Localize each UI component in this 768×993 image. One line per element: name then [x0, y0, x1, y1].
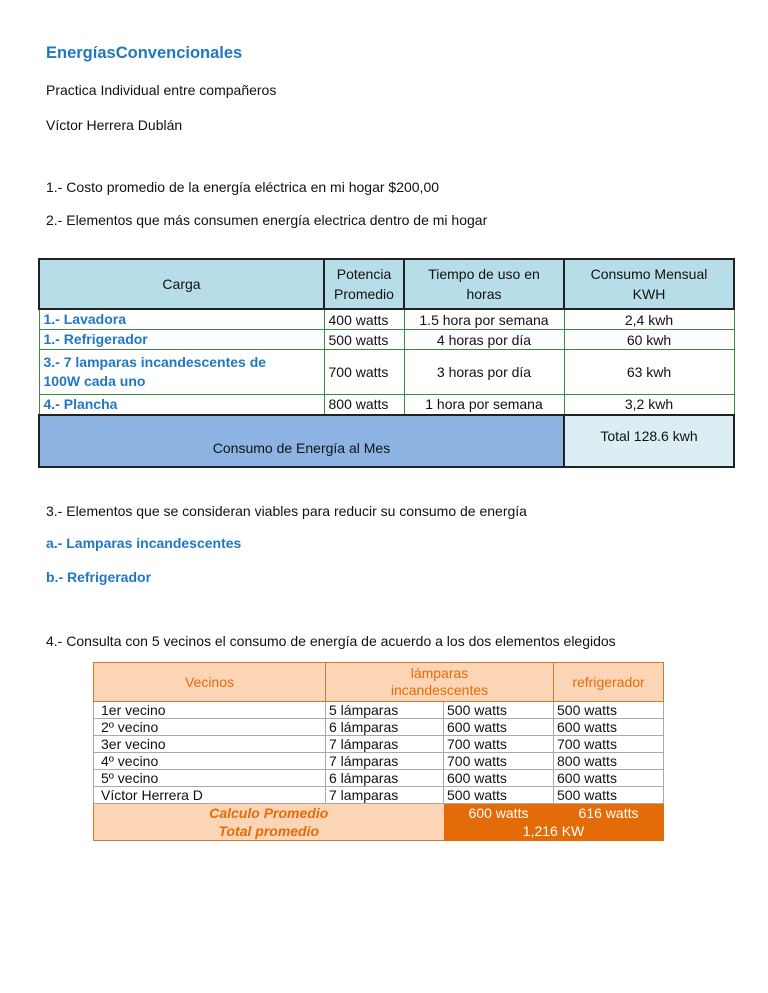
cell-lamparas: 6 lámparas: [326, 719, 444, 736]
header-consumo-line1: Consumo Mensual: [590, 266, 708, 283]
header-lamparas-line1: lámparas: [410, 665, 469, 681]
total-value: Total 128.6 kwh: [564, 415, 734, 467]
row-tiempo: 1.5 hora por semana: [404, 309, 564, 330]
total-average-label: Total promedio: [94, 822, 444, 841]
total-average-value: 1,216 KW: [444, 822, 664, 841]
row-potencia: 400 watts: [324, 309, 404, 330]
cell-vecino: 1er vecino: [94, 702, 326, 719]
table-header-row: [39, 259, 734, 309]
consumption-table: [38, 258, 735, 468]
cell-vecino: 4º vecino: [94, 753, 326, 770]
cell-watts-lamparas: 700 watts: [444, 753, 554, 770]
question-4: 4.- Consulta con 5 vecinos el consumo de energía de acuerdo a los dos elementos elegidos: [46, 633, 616, 649]
row-item: [39, 350, 324, 394]
total-average-row: [94, 822, 664, 841]
option-b: b.- Refrigerador: [46, 569, 152, 585]
header-potencia-line1: Potencia: [336, 266, 392, 283]
author-name: Víctor Herrera Dublán: [46, 117, 183, 133]
row-item: 4.- Plancha: [39, 394, 324, 415]
page-title: EnergíasConvencionales: [46, 44, 243, 62]
cell-lamparas: 7 lamparas: [326, 787, 444, 804]
cell-watts-lamparas: 600 watts: [444, 770, 554, 787]
cell-vecino: 3er vecino: [94, 736, 326, 753]
table-row: [39, 309, 734, 330]
table-header-row: [94, 663, 664, 702]
cell-lamparas: 5 lámparas: [326, 702, 444, 719]
header-potencia-line2: Promedio: [334, 286, 394, 303]
row-consumo: 3,2 kwh: [564, 394, 734, 415]
header-lamparas-line2: incandescentes: [390, 682, 489, 698]
total-label: Consumo de Energía al Mes: [39, 415, 564, 467]
cell-watts-refrigerador: 500 watts: [554, 702, 664, 719]
cell-watts-refrigerador: 500 watts: [554, 787, 664, 804]
row-item-line2: 100W cada uno: [43, 373, 146, 390]
header-consumo-line2: KWH: [632, 286, 666, 303]
table-row: [94, 736, 664, 753]
table-row: [94, 702, 664, 719]
table-row: [94, 753, 664, 770]
row-potencia: 500 watts: [324, 330, 404, 350]
table-row: [39, 330, 734, 350]
cell-watts-lamparas: 500 watts: [444, 702, 554, 719]
row-potencia: 800 watts: [324, 394, 404, 415]
cell-watts-lamparas: 700 watts: [444, 736, 554, 753]
row-consumo: 63 kwh: [564, 350, 734, 394]
header-tiempo: [404, 259, 564, 309]
average-lamparas: 600 watts: [444, 804, 554, 823]
header-lamparas: [326, 663, 554, 702]
cell-lamparas: 6 lámparas: [326, 770, 444, 787]
header-consumo: [564, 259, 734, 309]
cell-watts-refrigerador: 700 watts: [554, 736, 664, 753]
row-consumo: 60 kwh: [564, 330, 734, 350]
cell-watts-refrigerador: 600 watts: [554, 719, 664, 736]
table-row: [94, 787, 664, 804]
question-2: 2.- Elementos que más consumen energía electrica dentro de mi hogar: [46, 212, 488, 228]
table-row: [94, 770, 664, 787]
header-potencia: [324, 259, 404, 309]
row-consumo: 2,4 kwh: [564, 309, 734, 330]
neighbors-table: [93, 662, 664, 841]
cell-watts-lamparas: 600 watts: [444, 719, 554, 736]
total-row: [39, 415, 734, 467]
cell-watts-refrigerador: 600 watts: [554, 770, 664, 787]
average-refrigerador: 616 watts: [554, 804, 664, 823]
row-tiempo: 3 horas por día: [404, 350, 564, 394]
question-3: 3.- Elementos que se consideran viables para reducir su consumo de energía: [46, 503, 527, 519]
option-a: a.- Lamparas incandescentes: [46, 535, 242, 551]
cell-lamparas: 7 lámparas: [326, 753, 444, 770]
table-row: [39, 394, 734, 415]
average-row: [94, 804, 664, 823]
cell-vecino: 5º vecino: [94, 770, 326, 787]
row-item: 1.- Refrigerador: [39, 330, 324, 350]
average-label: Calculo Promedio: [94, 804, 444, 823]
cell-lamparas: 7 lámparas: [326, 736, 444, 753]
cell-watts-lamparas: 500 watts: [444, 787, 554, 804]
cell-watts-refrigerador: 800 watts: [554, 753, 664, 770]
header-tiempo-line2: horas: [466, 286, 502, 303]
subtitle: Practica Individual entre compañeros: [46, 82, 277, 98]
header-refrigerador: refrigerador: [554, 663, 664, 702]
cell-vecino: 2º vecino: [94, 719, 326, 736]
row-tiempo: 4 horas por día: [404, 330, 564, 350]
row-potencia: 700 watts: [324, 350, 404, 394]
question-1: 1.- Costo promedio de la energía eléctrica en mi hogar $200,00: [46, 179, 440, 195]
header-vecinos: Vecinos: [94, 663, 326, 702]
row-item: 1.- Lavadora: [39, 309, 324, 330]
cell-vecino: Víctor Herrera D: [94, 787, 326, 804]
row-tiempo: 1 hora por semana: [404, 394, 564, 415]
header-carga: Carga: [39, 259, 324, 309]
header-tiempo-line1: Tiempo de uso en: [428, 266, 540, 283]
row-item-line1: 3.- 7 lamparas incandescentes de: [43, 354, 267, 371]
table-row: [39, 350, 734, 394]
table-row: [94, 719, 664, 736]
